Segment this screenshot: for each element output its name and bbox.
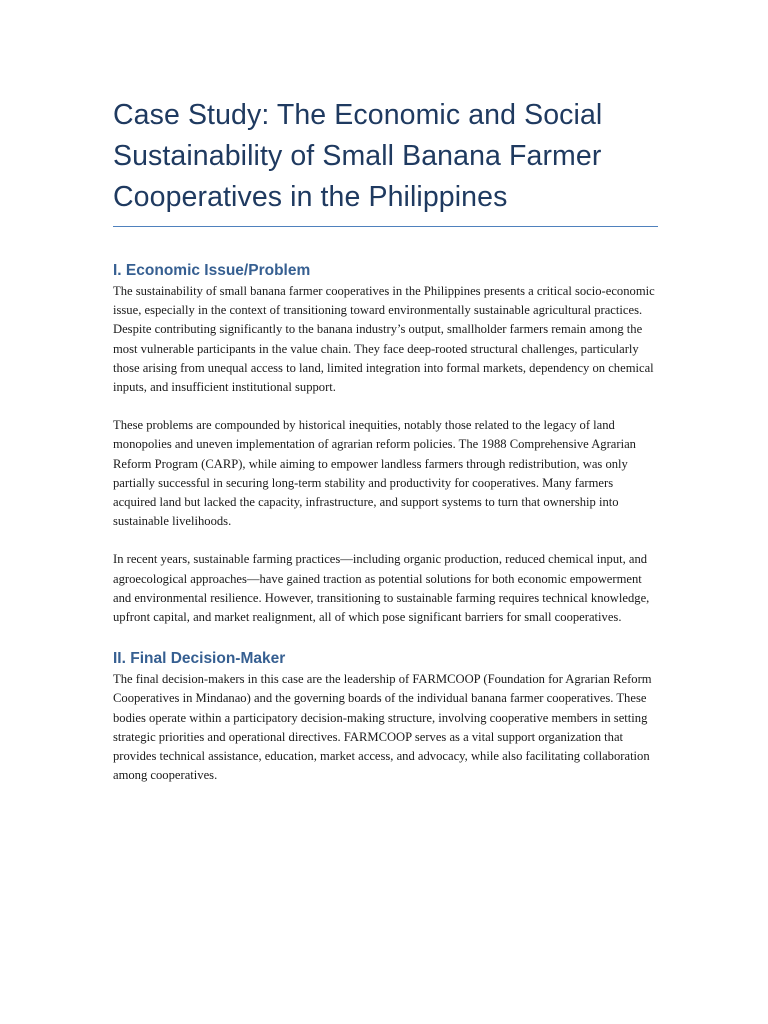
body-paragraph: The final decision-makers in this case are the leadership of FARMCOOP (Foundation for Agrarian Reform Cooperatives in Mindanao) and the governing boards of the individual banana farmer cooperatives. These bodies operate within a participatory decision-making structure, involving cooperative members in setting strategic priorities and operational directives. FARMCOOP serves as a vital support organization that provides technical assistance, education, market access, and advocacy, while also facilitating collaboration among cooperatives. <box>113 672 652 783</box>
document-title: Case Study: The Economic and Social Sustainability of Small Banana Farmer Cooperatives in the Philippines <box>113 95 658 227</box>
section-final-decision-maker <box>113 649 658 785</box>
section-economic-issue <box>113 261 658 627</box>
section-heading: II. Final Decision-Maker <box>113 650 286 668</box>
section-heading: I. Economic Issue/Problem <box>113 262 311 279</box>
body-paragraph: These problems are compounded by historical inequities, notably those related to the legacy of land monopolies and uneven implementation of agrarian reform policies. The 1988 Comprehensive Agrarian Reform Program (CARP), while aiming to empower landless farmers through redistribution, was only partially successful in securing long-term stability and productivity for cooperatives. Many farmers acquired land but lacked the capacity, infrastructure, and support systems to turn that ownership into sustainable livelihoods. <box>113 418 636 529</box>
body-paragraph: In recent years, sustainable farming practices—including organic production, reduced chemical input, and agroecological approaches—have gained traction as potential solutions for both economic empowerment and environmental resilience. However, transitioning to sustainable farming requires technical knowledge, upfront capital, and market realignment, all of which pose significant barriers for small cooperatives. <box>113 552 650 625</box>
body-paragraph: The sustainability of small banana farmer cooperatives in the Philippines presents a critical socio-economic issue, especially in the context of transitioning toward environmentally sustainable agricultural practices. Despite contributing significantly to the banana industry’s output, smallholder farmers remain among the most vulnerable participants in the value chain. They face deep-rooted structural challenges, particularly those arising from unequal access to land, limited integration into formal markets, dependency on chemical inputs, and insufficient institutional support. <box>113 284 655 395</box>
document-page <box>113 95 658 785</box>
